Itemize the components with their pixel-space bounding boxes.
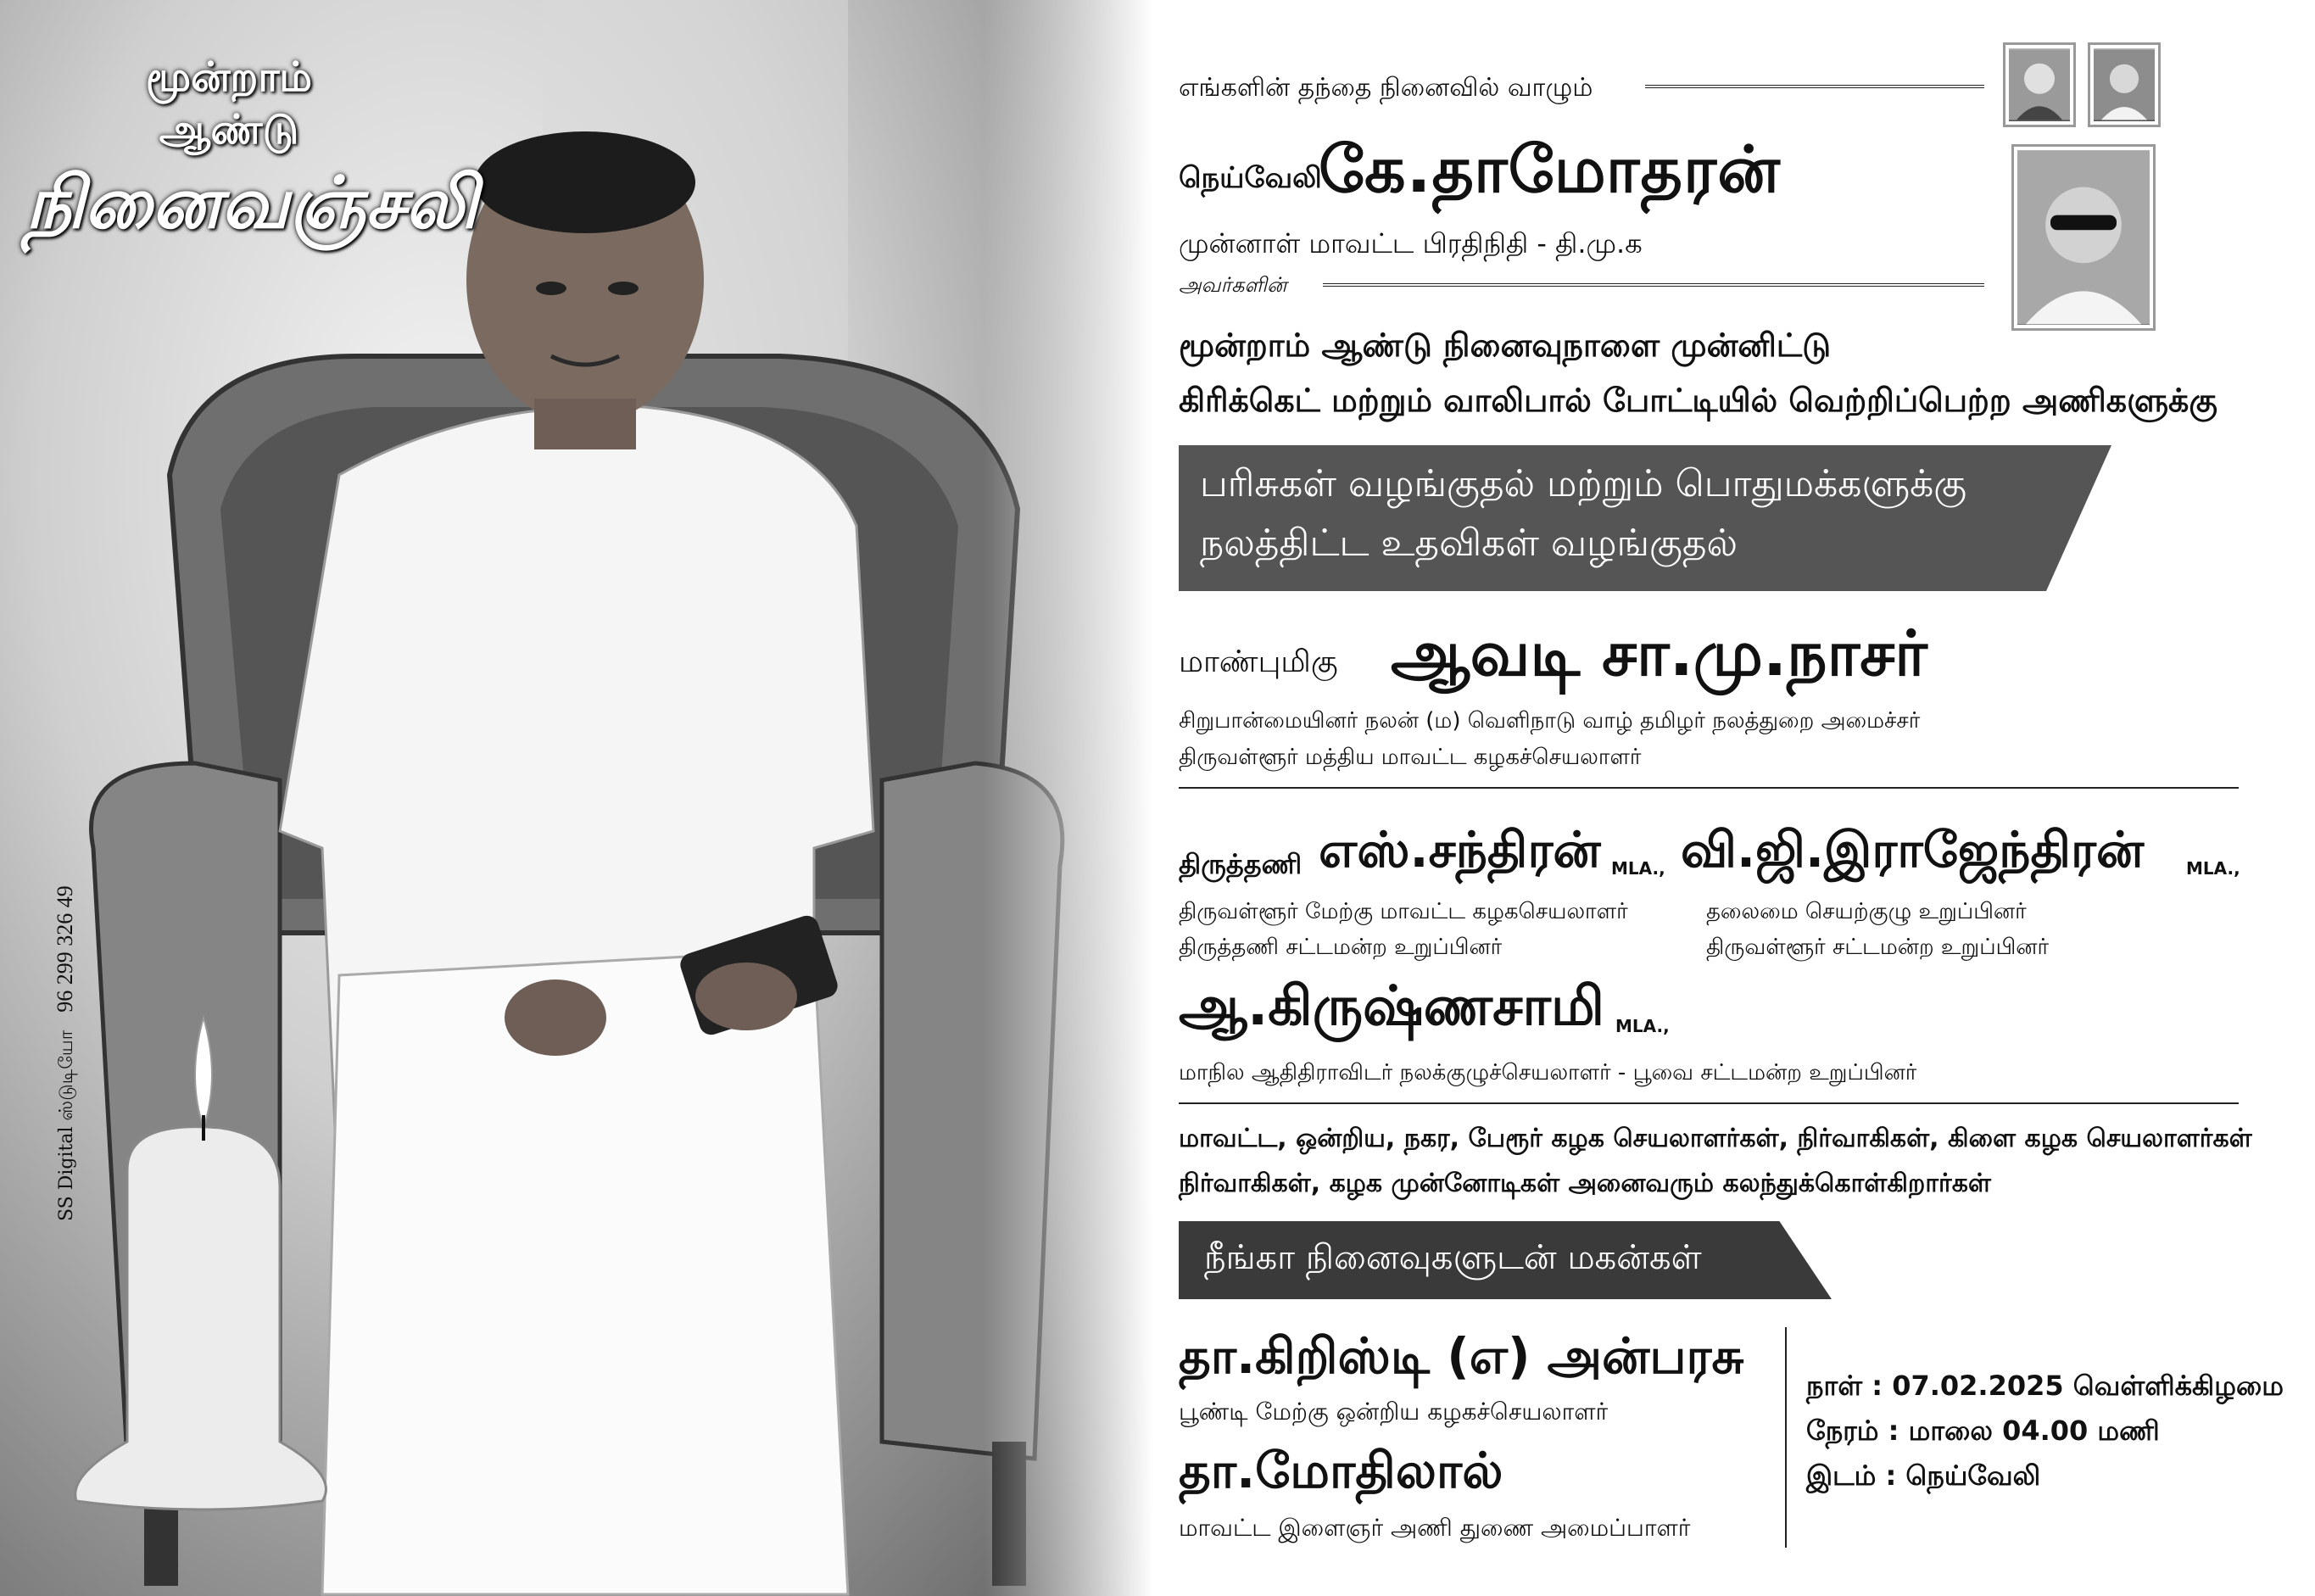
son-1-name: தா.கிறிஸ்டி (எ) அன்பரசு bbox=[1179, 1327, 1744, 1385]
possessive-rule bbox=[1323, 283, 1984, 287]
guest-1-name: எஸ்.சந்திரன் bbox=[1319, 821, 1601, 879]
leader-portrait-2 bbox=[2088, 42, 2161, 127]
participants-line-1: மாவட்ட, ஒன்றிய, நகர, பேரூர் கழக செயலாளர்கள், நிர்வாகிகள், கிளை கழக செயலாளர்கள் bbox=[1179, 1124, 2252, 1153]
awards-banner-line-2: நலத்திட்ட உதவிகள் வழங்குதல் bbox=[1200, 522, 1738, 565]
studio-phone: 96 299 326 49 bbox=[53, 885, 77, 1013]
divider-2 bbox=[1179, 1102, 2239, 1104]
headline-line-3: நினைவஞ்சலி bbox=[25, 160, 478, 244]
sons-banner-text: நீங்கா நினைவுகளுடன் மகன்கள் bbox=[1204, 1238, 1702, 1277]
deceased-intro: எங்களின் தந்தை நினைவில் வாழும் bbox=[1179, 73, 1593, 103]
awards-banner-line-1: பரிசுகள் வழங்குதல் மற்றும் பொதுமக்களுக்கு bbox=[1200, 462, 1967, 505]
leader-portrait-3 bbox=[2011, 144, 2156, 331]
guest-2-name: வி.ஜி.இராஜேந்திரன் bbox=[1681, 821, 2145, 879]
event-date: நாள் : 07.02.2025 வெள்ளிக்கிழமை bbox=[1806, 1370, 2284, 1402]
chief-guest-role-1: சிறுபான்மையினர் நலன் (ம) வெளிநாடு வாழ் தமிழர் நலத்துறை அமைச்சர் bbox=[1179, 708, 1921, 734]
event-time: நேரம் : மாலை 04.00 மணி bbox=[1806, 1415, 2160, 1447]
guest-3-role-1: மாநில ஆதிதிராவிடர் நலக்குழுச்செயலாளர் - பூவை சட்டமன்ற உறுப்பினர் bbox=[1179, 1060, 1917, 1085]
guest-1-role-2: திருத்தணி சட்டமன்ற உறுப்பினர் bbox=[1179, 935, 1503, 960]
divider-1 bbox=[1179, 787, 2239, 789]
guest-2-role-1: தலைமை செயற்குழு உறுப்பினர் bbox=[1706, 899, 2027, 924]
son-1-role: பூண்டி மேற்கு ஒன்றிய கழகச்செயலாளர் bbox=[1179, 1398, 1609, 1426]
chief-guest-honorific: மாண்புமிகு bbox=[1179, 645, 1338, 679]
son-2-role: மாவட்ட இளைஞர் அணி துணை அமைப்பாளர் bbox=[1179, 1514, 1691, 1542]
studio-name: SS Digital ஸ்டுடியோ bbox=[56, 1030, 77, 1221]
guest-2-role-2: திருவள்ளூர் சட்டமன்ற உறுப்பினர் bbox=[1706, 935, 2050, 960]
chief-guest-role-2: திருவள்ளூர் மத்திய மாவட்ட கழகச்செயலாளர் bbox=[1179, 745, 1642, 770]
chief-guest-name: ஆவடி சா.மு.நாசர் bbox=[1391, 617, 1927, 690]
occasion-line-1: மூன்றாம் ஆண்டு நினைவுநாளை முன்னிட்டு bbox=[1179, 326, 1832, 364]
event-venue: இடம் : நெய்வேலி bbox=[1806, 1459, 2041, 1492]
memorial-photo-panel bbox=[0, 0, 1153, 1596]
deceased-name: கே.தாமோதரன் bbox=[1319, 131, 1781, 207]
headline-line-1: மூன்றாம் bbox=[145, 53, 313, 101]
son-2-name: தா.மோதிலால் bbox=[1179, 1442, 1503, 1499]
deceased-possessive: அவர்களின் bbox=[1179, 273, 1287, 297]
guest-3-name: ஆ.கிருஷ்ணசாமி bbox=[1179, 975, 1604, 1038]
guest-1-role-1: திருவள்ளூர் மேற்கு மாவட்ட கழகசெயலாளர் bbox=[1179, 899, 1628, 924]
memorial-headline bbox=[25, 51, 478, 305]
guest-1-prefix: திருத்தணி bbox=[1179, 848, 1303, 880]
deceased-prefix: நெய்வேலி bbox=[1179, 161, 1322, 195]
deceased-position: முன்னாள் மாவட்ட பிரதிநிதி - தி.மு.க bbox=[1179, 227, 1643, 259]
occasion-line-2: கிரிக்கெட் மற்றும் வாலிபால் போட்டியில் வெற்றிப்பெற்ற அணிகளுக்கு bbox=[1179, 382, 2217, 419]
participants-line-2: நிர்வாகிகள், கழக முன்னோடிகள் அனைவரும் கலந்துக்கொள்கிறார்கள் bbox=[1179, 1169, 1991, 1198]
photo-fade bbox=[984, 0, 1153, 1596]
studio-credit bbox=[53, 885, 80, 1221]
intro-rule bbox=[1645, 85, 1984, 88]
leader-portrait-1 bbox=[2003, 42, 2076, 127]
guest-2-suffix: MLA., bbox=[2186, 858, 2240, 879]
event-divider bbox=[1785, 1327, 1787, 1548]
guest-3-suffix: MLA., bbox=[1615, 1016, 1670, 1036]
guest-1-suffix: MLA., bbox=[1611, 858, 1665, 879]
headline-line-2: ஆண்டு bbox=[159, 106, 299, 153]
